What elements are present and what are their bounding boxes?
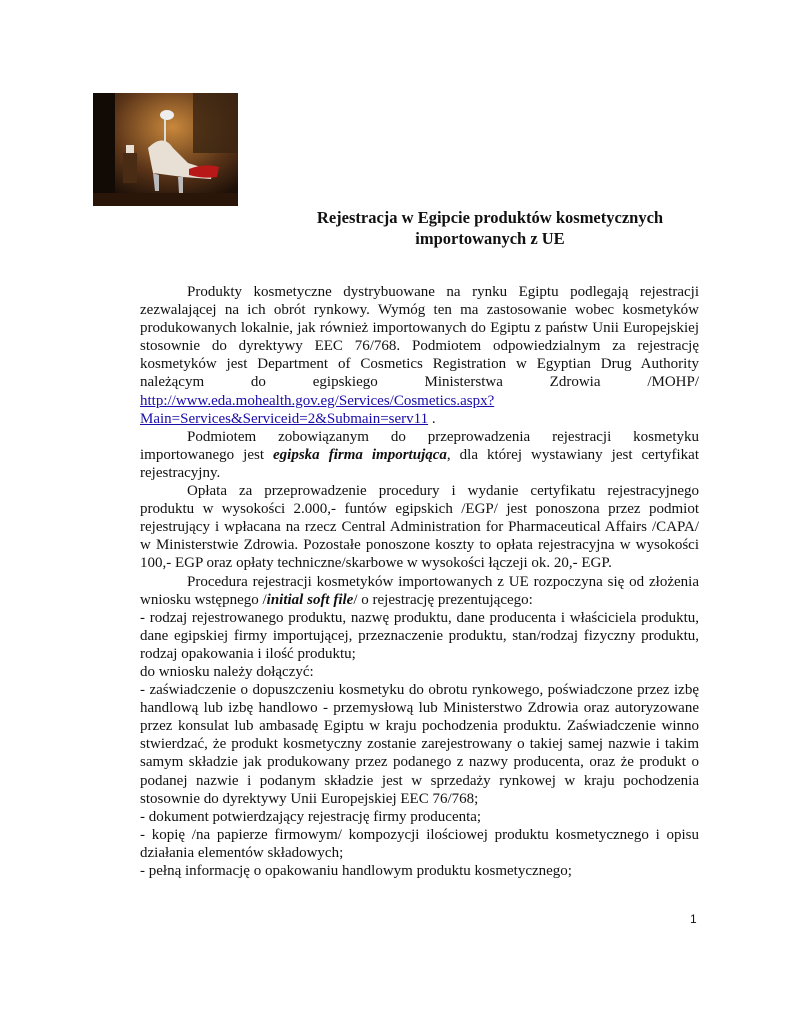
salon-chair-image bbox=[93, 93, 238, 206]
paragraph-procedure-start: Procedura rejestracji kosmetyków importowanych z UE rozpoczyna się od złożenia wniosku wstępnego / bbox=[140, 573, 699, 608]
paragraph-intro bbox=[140, 283, 699, 428]
paragraph-procedure-end: / o rejestrację prezentującego: bbox=[353, 591, 533, 608]
list-item-packaging: - pełną informację o opakowaniu handlowym produktu kosmetycznego; bbox=[140, 863, 572, 879]
list-item-product-data: - rodzaj rejestrowanego produktu, nazwę produktu, dane producenta i właściciela produktu, dane egipskiej firmy importującej, przeznaczenie produktu, stan/rodzaj fizyczny produktu, rodzaj opakowania i ilość produktu; bbox=[140, 609, 699, 662]
page-number: 1 bbox=[690, 912, 697, 926]
header-photo bbox=[93, 93, 238, 206]
list-item-composition: - kopię /na papierze firmowym/ kompozycji ilościowej produktu kosmetycznego i opisu działania elementów składowych; bbox=[140, 826, 699, 861]
list-heading-attachments: do wniosku należy dołączyć: bbox=[140, 663, 314, 680]
title-line-2: importowanych z UE bbox=[415, 229, 565, 248]
eda-link[interactable]: http://www.eda.mohealth.gov.eg/Services/Cosmetics.aspx?Main=Services&Serviceid=2&Submain=serv11 bbox=[140, 392, 495, 427]
list-item-certificate: - zaświadczenie o dopuszczeniu kosmetyku do obrotu rynkowego, poświadczone przez izbę handlową lub izbę handlowo - przemysłową lub Ministerstwo Zdrowia oraz autoryzowane przez konsulat lub ambasadę Egiptu w kraju pochodzenia produktu. Zaświadczenie winno stwierdzać, że produkt kosmetyczny zostanie zarejestrowany o takiej samej nazwie i takim samym składzie jak produkowany przez podanego z nazwy producenta, oraz że produkt o podanej nazwie i podanym składzie jest w sprzedaży rynkowej w kraju pochodzenia stosownie do dyrektywy Unii Europejskiej EEC 76/768; bbox=[140, 682, 699, 807]
importer-emphasis: egipska firma importująca bbox=[273, 446, 447, 463]
document-title bbox=[270, 207, 710, 249]
paragraph-importer bbox=[140, 428, 699, 482]
paragraph-procedure bbox=[140, 573, 699, 609]
initial-soft-file-emphasis: initial soft file bbox=[266, 591, 354, 608]
title-line-1: Rejestracja w Egipcie produktów kosmetycznych bbox=[316, 208, 664, 227]
paragraph-importer-start: Podmiotem zobowiązanym do przeprowadzenia rejestracji kosmetyku importowanego jest bbox=[140, 428, 699, 463]
paragraph-fees: Opłata za przeprowadzenie procedury i wydanie certyfikatu rejestracyjnego produktu w wysokości 2.000,- funtów egipskich /EGP/ jest ponoszona przez podmiot rejestrujący i wpłacana na rzecz Central Administration for Pharmaceutical Affairs /CAPA/ w Ministerstwie Zdrowia. Pozostałe ponoszone koszty to opłata rejestracyjna w wysokości 100,- EGP oraz opłaty techniczne/skarbowe w wysokości łączeji ok. 20,- EGP. bbox=[140, 483, 699, 572]
paragraph-intro-text: Produkty kosmetyczne dystrybuowane na rynku Egiptu podlegają rejestracji zezwalającej na ich obrót rynkowy. Wymóg ten ma zastosowanie wobec kosmetyków produkowanych lokalnie, jak również importowanych do Egiptu z państw Unii Europejskiej stosownie do dyrektywy EEC 76/768. Podmiotem odpowiedzialnym za rejestrację kosmetyków jest Department of Cosmetics Registration w Egyptian Drug Authority należącym do egipskiego Ministerstwa Zdrowia /MOHP/ bbox=[140, 284, 699, 391]
document-body bbox=[140, 283, 699, 880]
list-item-registration-doc: - dokument potwierdzający rejestrację firmy producenta; bbox=[140, 808, 482, 825]
paragraph-intro-end: . bbox=[428, 410, 436, 427]
paragraph-importer-end: , dla której wystawiany jest certyfikat rejestracyjny. bbox=[140, 446, 699, 481]
